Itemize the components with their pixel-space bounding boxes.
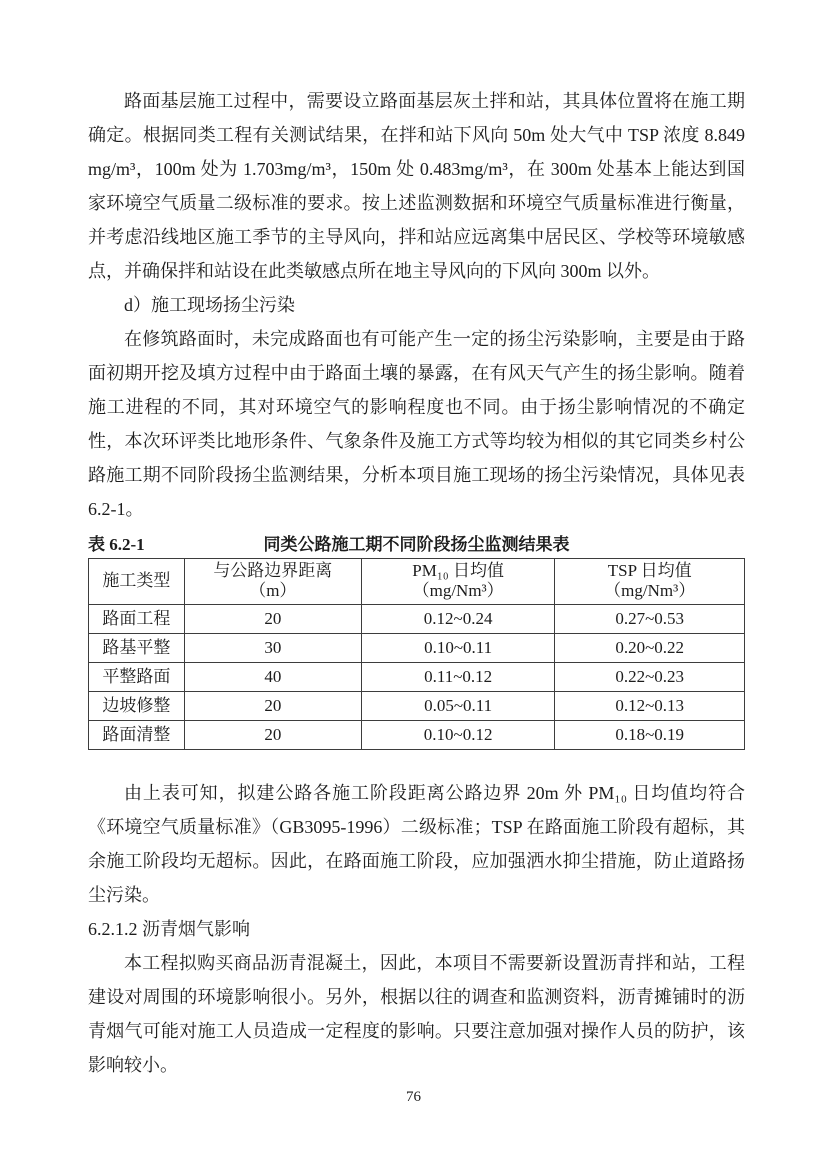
table-row [89, 663, 745, 692]
cell-tsp: 0.27~0.53 [555, 605, 745, 634]
cell-pm10: 0.10~0.11 [361, 634, 555, 663]
header-pm10-daily-average [361, 559, 555, 605]
heading-site-dust-pollution: d）施工现场扬尘污染 [124, 295, 295, 315]
table-row [89, 692, 745, 721]
header-construction-type-label: 施工类型 [102, 571, 171, 590]
table-number-label: 表 6.2-1 [88, 535, 145, 554]
dust-monitoring-table [88, 558, 745, 750]
cell-construction-type: 路面清整 [89, 721, 185, 750]
cell-pm10: 0.12~0.24 [361, 605, 555, 634]
header-pm10-label: PM₁₀ 日均值 [412, 561, 504, 580]
header-pm10-unit: （mg/Nm³） [412, 581, 504, 600]
heading-asphalt-fume-impact: 6.2.1.2 沥青烟气影响 [88, 919, 250, 939]
cell-pm10: 0.10~0.12 [361, 721, 555, 750]
cell-pm10: 0.05~0.11 [361, 692, 555, 721]
cell-construction-type: 边坡修整 [89, 692, 185, 721]
cell-distance: 40 [184, 663, 361, 692]
page-number: 76 [406, 1089, 421, 1105]
cell-construction-type: 路基平整 [89, 634, 185, 663]
table-row [89, 634, 745, 663]
cell-distance: 20 [184, 721, 361, 750]
cell-pm10: 0.11~0.12 [361, 663, 555, 692]
table-caption [88, 532, 745, 558]
header-tsp-daily-average [555, 559, 745, 605]
paragraph-asphalt-fume: 本工程拟购买商品沥青混凝土，因此，本项目不需要新设置沥青拌和站，工程建设对周围的环境影响很小。另外，根据以往的调查和监测资料，沥青摊铺时的沥青烟气可能对施工人员造成一定程度的影响。只要注意加强对操作人员的防护，该影响较小。 [88, 953, 745, 1075]
cell-distance: 30 [184, 634, 361, 663]
header-distance-from-road [184, 559, 361, 605]
header-construction-type [89, 559, 185, 605]
paragraph-dust-analysis: 在修筑路面时，未完成路面也有可能产生一定的扬尘污染影响，主要是由于路面初期开挖及填方过程中由于路面土壤的暴露，在有风天气产生的扬尘影响。随着施工进程的不同，其对环境空气的影响程度也不同。由于扬尘影响情况的不确定性，本次环评类比地形条件、气象条件及施工方式等均较为相似的其它同类乡村公路施工期不同阶段扬尘监测结果，分析本项目施工现场的扬尘污染情况，具体见表 6.2-1。 [88, 329, 745, 519]
paragraph-table-conclusion: 由上表可知，拟建公路各施工阶段距离公路边界 20m 外 PM₁₀ 日均值均符合《环境空气质量标准》（GB3095-1996）二级标准；TSP 在路面施工阶段有超标，其余施工阶段均无超标。因此，在路面施工阶段，应加强洒水抑尘措施，防止道路扬尘污染。 [88, 783, 745, 905]
header-distance-unit: （m） [249, 581, 297, 600]
table-row [89, 605, 745, 634]
table-row [89, 721, 745, 750]
page-content [88, 84, 745, 1082]
header-distance-label: 与公路边界距离 [213, 561, 333, 580]
cell-distance: 20 [184, 605, 361, 634]
header-tsp-label: TSP 日均值 [607, 561, 692, 580]
cell-tsp: 0.12~0.13 [555, 692, 745, 721]
table-header-row [89, 559, 745, 605]
cell-tsp: 0.22~0.23 [555, 663, 745, 692]
cell-tsp: 0.18~0.19 [555, 721, 745, 750]
paragraph-pavement-base-mixing-station: 路面基层施工过程中，需要设立路面基层灰土拌和站，其具体位置将在施工期确定。根据同类工程有关测试结果，在拌和站下风向 50m 处大气中 TSP 浓度 8.849mg/m³，100m 处为 1.703mg/m³，150m 处 0.483mg/m³，在 300m 处基本上能达到国家环境空气质量二级标准的要求。按上述监测数据和环境空气质量标准进行衡量，并考虑沿线地区施工季节的主导风向，拌和站应远离集中居民区、学校等环境敏感点，并确保拌和站设在此类敏感点所在地主导风向的下风向 300m 以外。 [88, 91, 745, 281]
cell-tsp: 0.20~0.22 [555, 634, 745, 663]
cell-construction-type: 路面工程 [89, 605, 185, 634]
table-title: 同类公路施工期不同阶段扬尘监测结果表 [263, 535, 570, 554]
header-tsp-unit: （mg/Nm³） [604, 581, 696, 600]
cell-construction-type: 平整路面 [89, 663, 185, 692]
cell-distance: 20 [184, 692, 361, 721]
